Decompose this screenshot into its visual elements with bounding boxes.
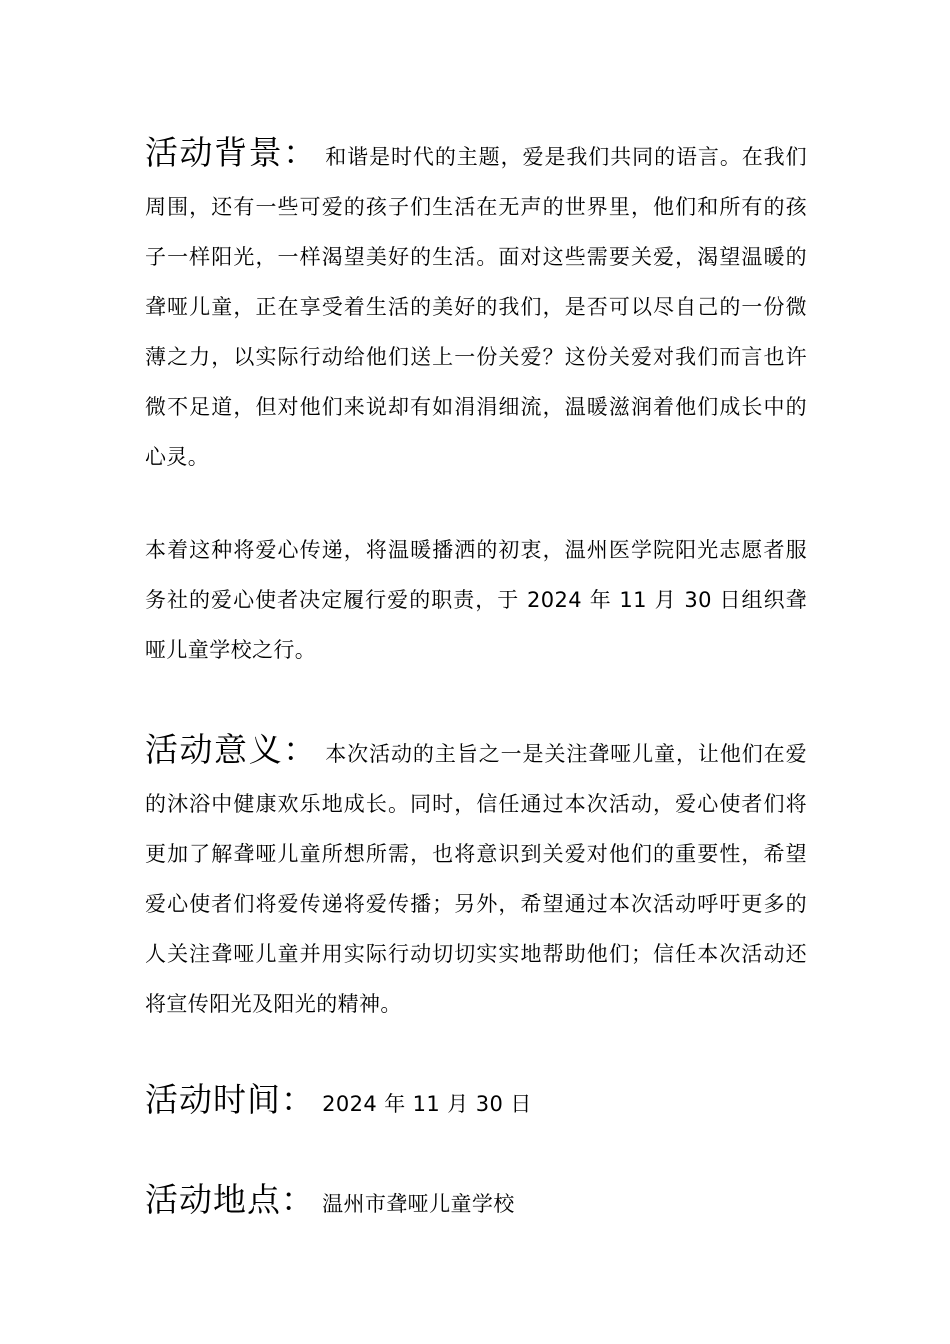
location-heading: 活动地点： xyxy=(145,1180,315,1219)
time-paragraph xyxy=(145,1075,807,1129)
time-heading: 活动时间： xyxy=(145,1080,315,1119)
background-text: 和谐是时代的主题，爱是我们共同的语言。在我们周围，还有一些可爱的孩子们生活在无声的世界里，他们和所有的孩子一样阳光，一样渴望美好的生活。面对这些需要关爱，渴望温暖的聋哑儿童，正在享受着生活的美好的我们，是否可以尽自己的一份微薄之力，以实际行动给他们送上一份关爱？这份关爱对我们而言也许微不足道，但对他们来说却有如涓涓细流，温暖滋润着他们成长中的心灵。 xyxy=(145,145,808,469)
significance-paragraph xyxy=(145,725,807,1029)
background-heading: 活动背景： xyxy=(145,133,318,172)
mission-text: 本着这种将爱心传递，将温暖播洒的初衷，温州医学院阳光志愿者服务社的爱心使者决定履行爱的职责，于 2024 年 11 月 30 日组织聋哑儿童学校之行。 xyxy=(145,538,807,662)
background-paragraph xyxy=(145,128,807,482)
location-paragraph xyxy=(145,1175,807,1229)
significance-heading: 活动意义： xyxy=(145,730,318,769)
time-text: 2024 年 11 月 30 日 xyxy=(315,1092,532,1116)
mission-paragraph xyxy=(145,525,807,675)
significance-text: 本次活动的主旨之一是关注聋哑儿童，让他们在爱的沐浴中健康欢乐地成长。同时，信任通过本次活动，爱心使者们将更加了解聋哑儿童所想所需，也将意识到关爱对他们的重要性，希望爱心使者们将爱传递将爱传播；另外，希望通过本次活动呼吁更多的人关注聋哑儿童并用实际行动切切实实地帮助他们；信任本次活动还将宣传阳光及阳光的精神。 xyxy=(145,742,808,1016)
location-text: 温州市聋哑儿童学校 xyxy=(315,1192,515,1216)
